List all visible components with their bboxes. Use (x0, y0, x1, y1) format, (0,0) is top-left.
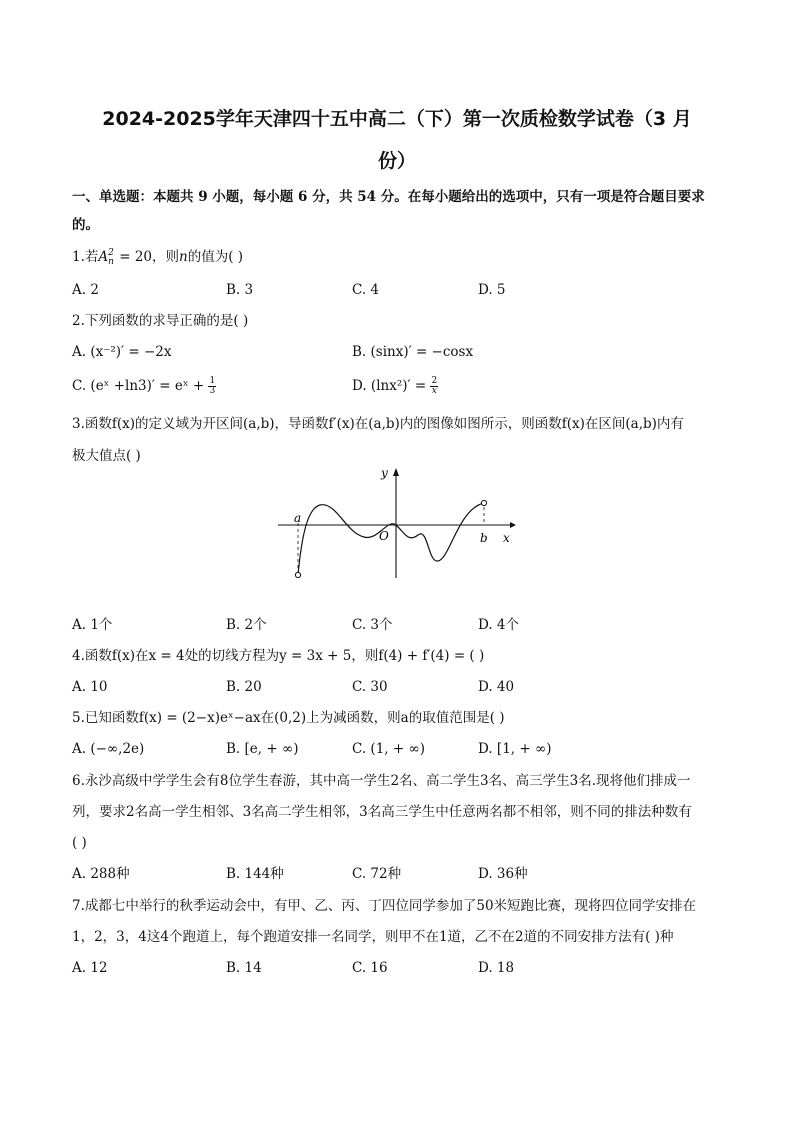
section-header: 一、单选题：本题共 9 小题，每小题 6 分，共 54 分。在每小题给出的选项中，只有一项是符合题目要求 (72, 189, 705, 205)
q5-option-b: B. [e, + ∞) (226, 741, 299, 757)
title-line-2: 份） (377, 150, 416, 172)
q7-option-d: D. 18 (478, 960, 515, 976)
section-header-cont: 的。 (72, 217, 99, 233)
question-6-cont: 列，要求2名高一学生相邻、3名高二学生相邻，3名高三学生中任意两名都不相邻，则不同的排法种数有 (72, 804, 692, 820)
q7-option-a: A. 12 (72, 960, 108, 976)
q2-option-b: B. (sinx)′ = −cosx (352, 344, 474, 360)
q3-option-a: A. 1个 (72, 617, 113, 633)
q3-option-c: C. 3个 (352, 617, 393, 633)
question-6: 6.永沙高级中学学生会有8位学生春游，其中高一学生2名、高二学生3名、高三学生3名.现将他们排成一 (72, 773, 691, 789)
question-4: 4.函数f(x)在x = 4处的切线方程为y = 3x + 5，则f(4) + f′(4) = ( ) (72, 648, 485, 664)
derivative-curve (298, 503, 484, 575)
q1-option-a: A. 2 (72, 282, 99, 298)
fraction: $\frac{2}{x}$ (431, 376, 438, 396)
q3-option-d: D. 4个 (478, 617, 520, 633)
open-endpoint-b (481, 500, 486, 505)
derivative-graph (278, 463, 518, 588)
q1-option-b: B. 3 (226, 282, 254, 298)
q5-option-a: A. (−∞,2e) (72, 741, 145, 757)
title-line-1: 2024-2025学年天津四十五中高二（下）第一次质检数学试卷（3 月 (102, 108, 692, 130)
q3-option-b: B. 2个 (226, 617, 267, 633)
q1-option-c: C. 4 (352, 282, 380, 298)
q2-option-c: C. (eˣ +ln3)′ = eˣ + $\frac{1}{3}$ (72, 376, 216, 396)
q4-option-d: D. 40 (478, 679, 515, 695)
label-y: y (381, 466, 388, 480)
label-b: b (480, 531, 488, 545)
q5-option-c: C. (1, + ∞) (352, 741, 425, 757)
q5-option-d: D. [1, + ∞) (478, 741, 552, 757)
q4-option-c: C. 30 (352, 679, 388, 695)
question-7: 7.成都七中举行的秋季运动会中，有甲、乙、丙、丁四位同学参加了50米短跑比赛，现将四位同学安排在 (72, 898, 697, 914)
q6-option-b: B. 144种 (226, 866, 284, 882)
question-2: 2.下列函数的求导正确的是( ) (72, 313, 249, 329)
exam-title (70, 98, 724, 182)
label-a: a (294, 511, 302, 525)
question-7-cont: 1，2，3，4这4个跑道上，每个跑道安排一名同学，则甲不在1道，乙不在2道的不同安排方法有( )种 (72, 929, 674, 945)
q4-option-b: B. 20 (226, 679, 262, 695)
q2-option-d: D. (lnx²)′ = $\frac{2}{x}$ (352, 376, 438, 396)
open-endpoint-a (295, 572, 300, 577)
q6-option-c: C. 72种 (352, 866, 402, 882)
y-axis-arrow-icon (393, 468, 399, 476)
fraction: $\frac{1}{3}$ (209, 376, 216, 396)
question-6-cont-2: ( ) (72, 835, 87, 851)
q2-option-a: A. (x⁻²)′ = −2x (72, 344, 172, 360)
question-3: 3.函数f(x)的定义域为开区间(a,b)，导函数f′(x)在(a,b)内的图像如图所示，则函数f(x)在区间(a,b)内有 (72, 416, 684, 432)
q4-option-a: A. 10 (72, 679, 108, 695)
q6-option-d: D. 36种 (478, 866, 528, 882)
q7-option-c: C. 16 (352, 960, 388, 976)
question-1: 1.若A 2 n = 20，则n的值为( ) (72, 247, 244, 267)
label-origin: O (379, 529, 389, 543)
label-x: x (503, 531, 510, 545)
q7-option-b: B. 14 (226, 960, 262, 976)
q1-option-d: D. 5 (478, 282, 506, 298)
q6-option-a: A. 288种 (72, 866, 130, 882)
question-5: 5.已知函数f(x) = (2−x)eˣ−ax在(0,2)上为减函数，则a的取值范围是( ) (72, 710, 505, 726)
x-axis-arrow-icon (510, 522, 516, 528)
question-3-cont: 极大值点( ) (72, 448, 141, 464)
